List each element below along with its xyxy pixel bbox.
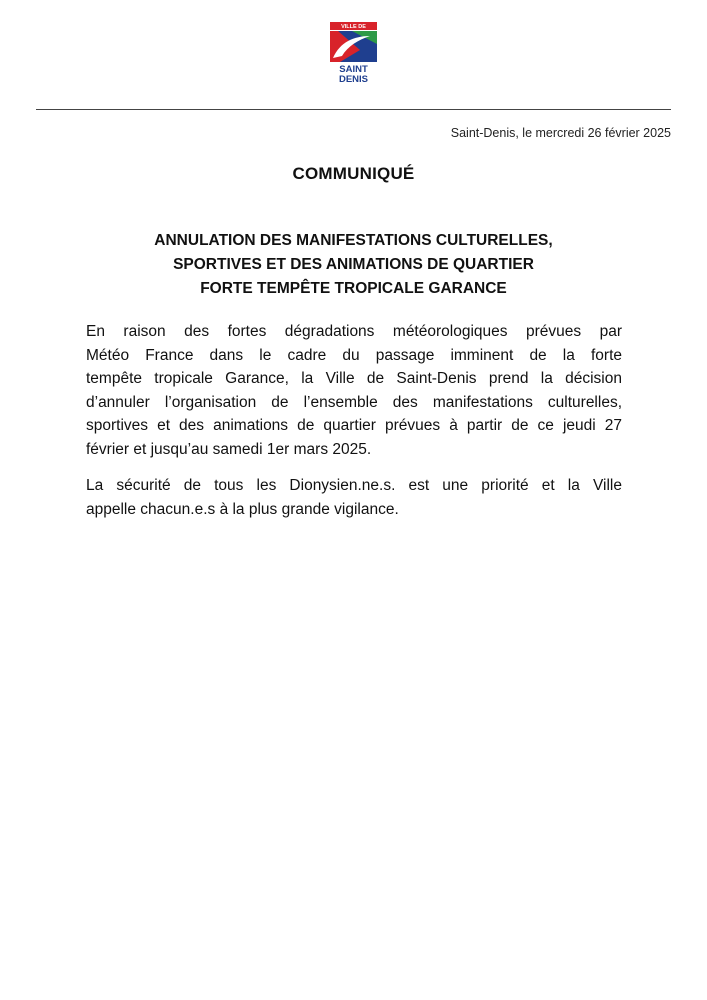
logo-top-text: VILLE DE (341, 24, 366, 31)
paragraph-1-line-3: tempête tropicale Garance, la Ville de Saint-Denis prend la décision (86, 370, 622, 388)
document-type-title: COMMUNIQUÉ (292, 164, 415, 183)
logo-emblem (330, 22, 377, 84)
logo-name-line1: SAINT (339, 64, 368, 75)
headline-line-3: FORTE TEMPÊTE TROPICALE GARANCE (200, 280, 507, 297)
paragraph-1-line-1: En raison des fortes dégradations météorologiques prévues par (86, 323, 622, 340)
headline (60, 229, 647, 301)
paragraph-1-line-6: février et jusqu’au samedi 1er mars 2025. (86, 440, 372, 458)
paragraph-2-line-2: appelle chacun.e.s à la plus grande vigilance. (86, 500, 399, 518)
headline-line-1: ANNULATION DES MANIFESTATIONS CULTURELLES, (154, 232, 553, 249)
paragraph-1-line-5: sportives et des animations de quartier prévues à partir de ce jeudi 27 (86, 417, 622, 435)
paragraph-announcement (86, 320, 622, 462)
date-location-line: Saint-Denis, le mercredi 26 février 2025 (450, 126, 671, 140)
paragraph-2-line-1: La sécurité de tous les Dionysien.ne.s. est une priorité et la Ville (86, 477, 622, 494)
headline-line-2: SPORTIVES ET DES ANIMATIONS DE QUARTIER (173, 256, 534, 273)
paragraph-1-line-2: Météo France dans le cadre du passage imminent de la forte (86, 346, 622, 364)
logo-name-line2: DENIS (338, 74, 369, 84)
saint-denis-logo (330, 22, 377, 84)
paragraph-1-line-4: d’annuler l’organisation de l’ensemble des manifestations culturelles, (86, 393, 622, 411)
header-divider (36, 109, 671, 110)
paragraph-safety (86, 474, 622, 521)
